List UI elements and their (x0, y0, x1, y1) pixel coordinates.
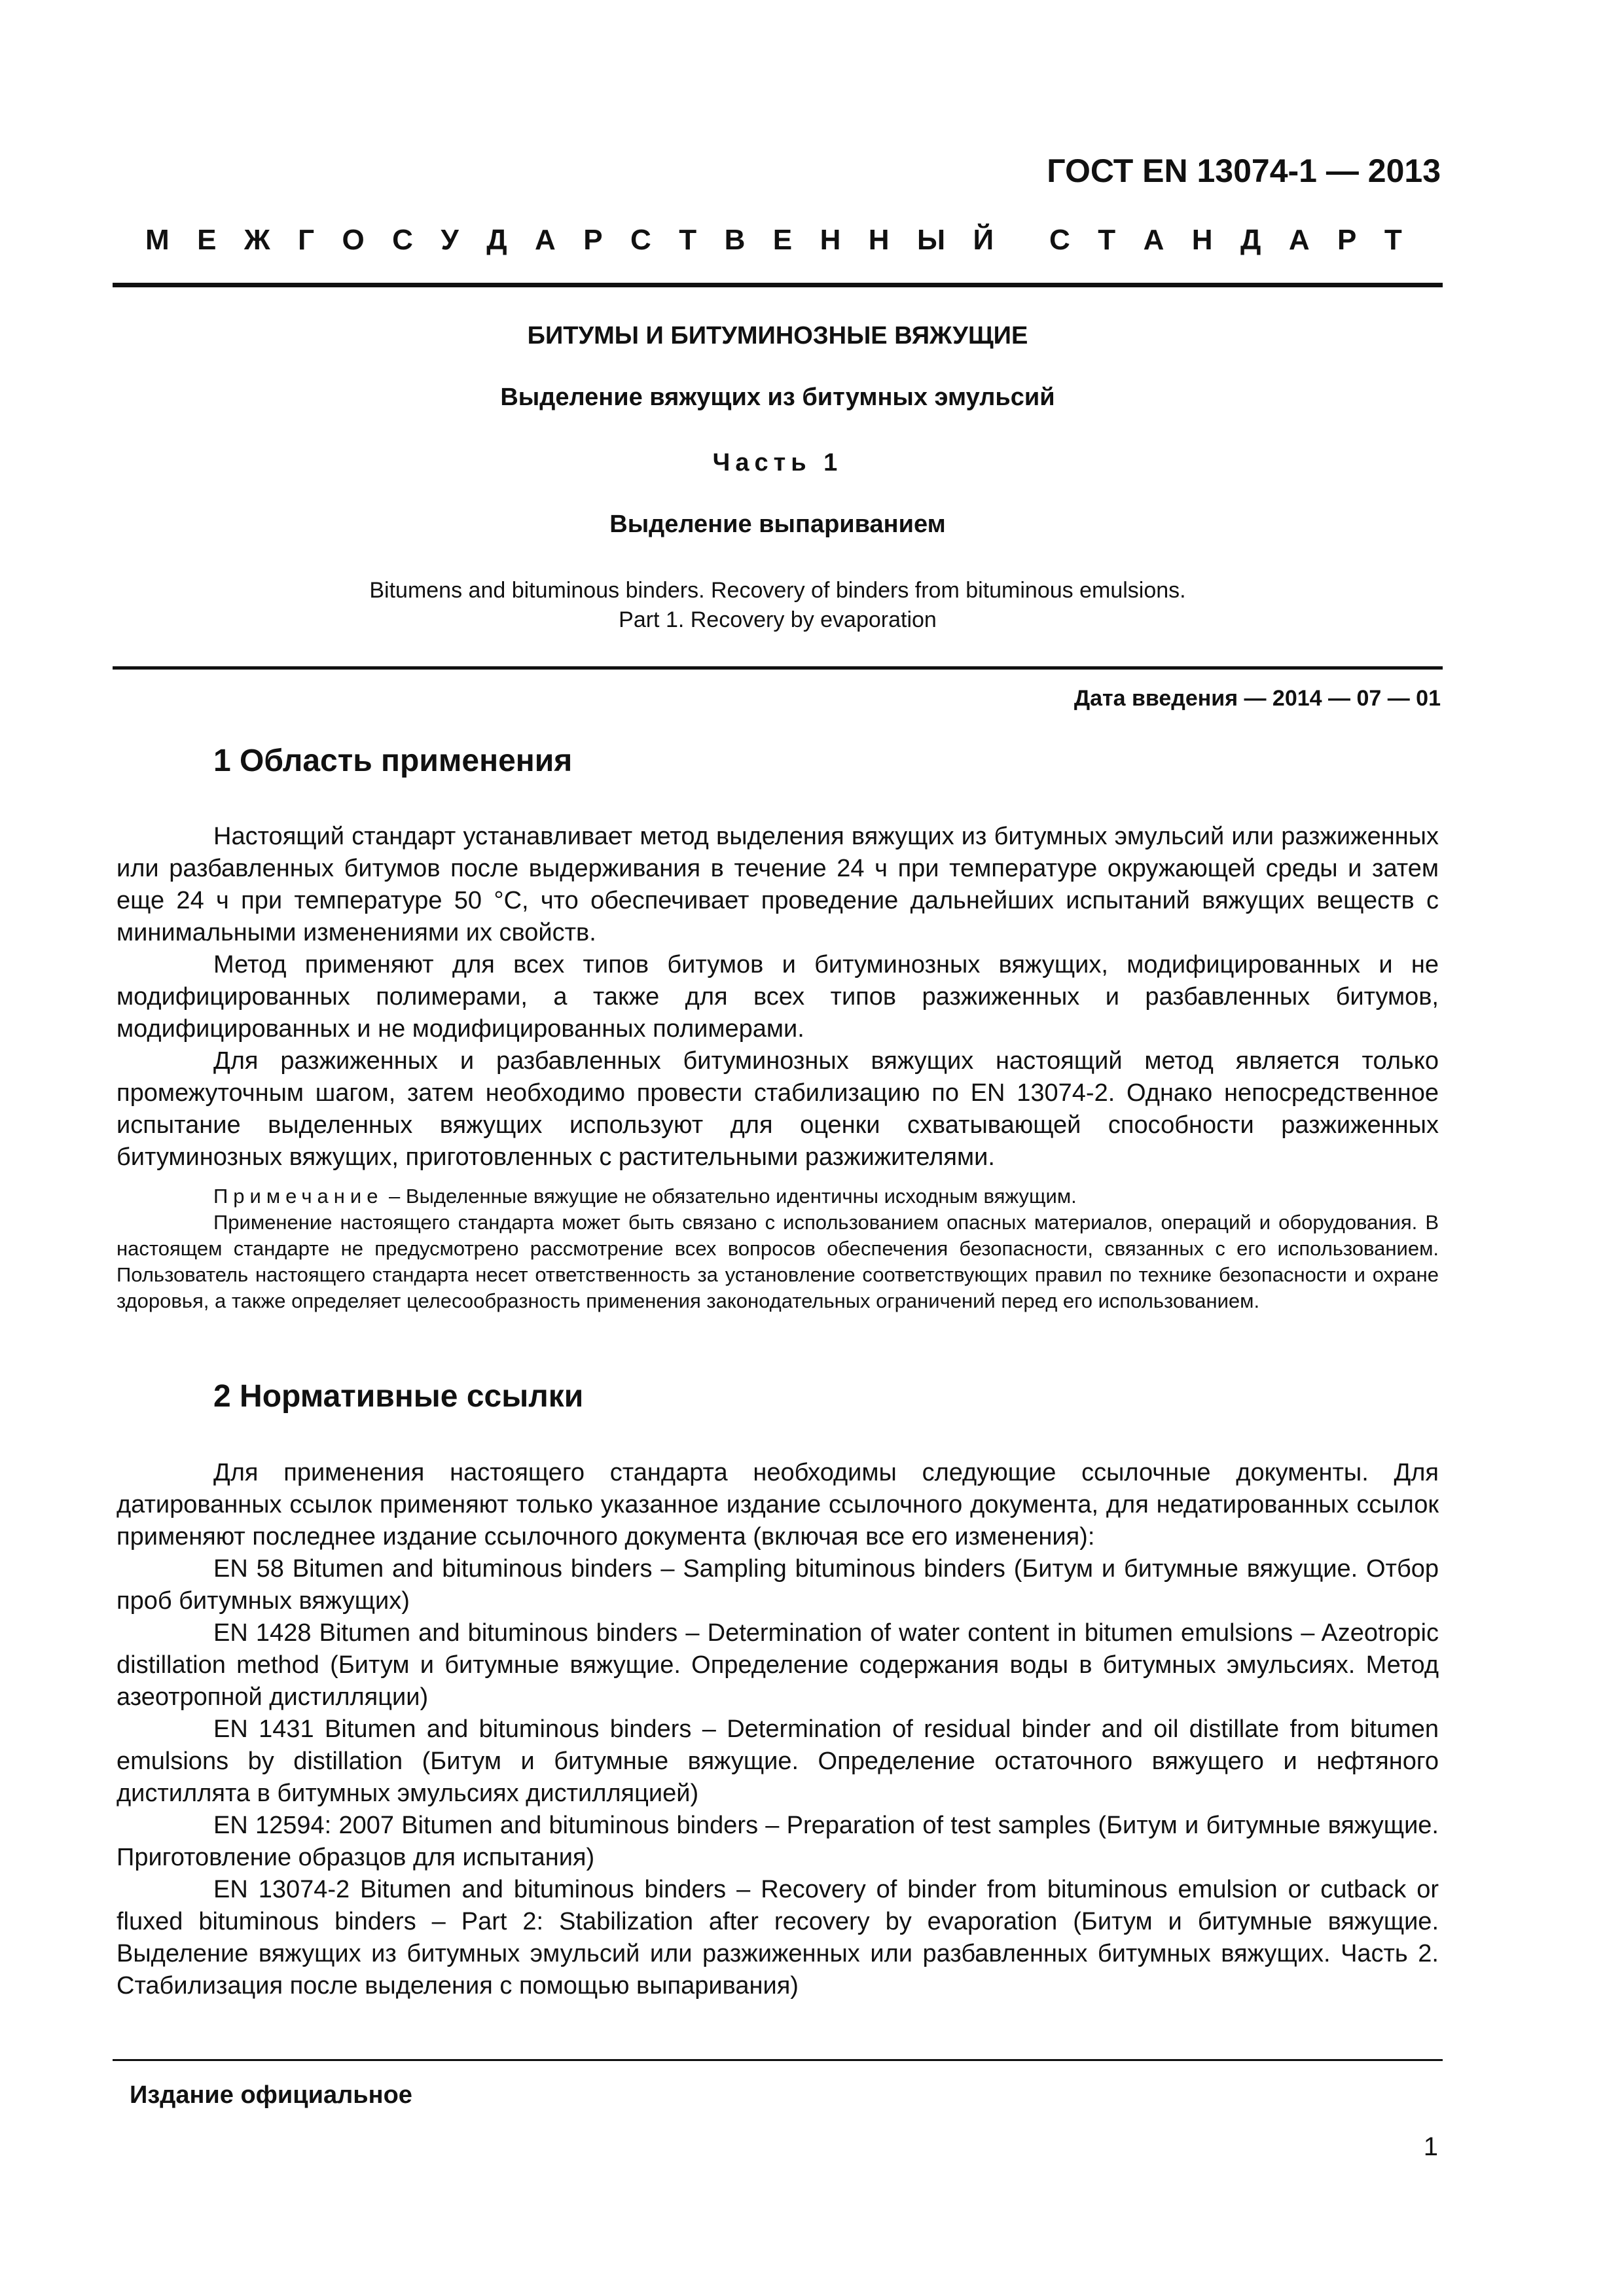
document-subtitle: Выделение вяжущих из битумных эмульсий (500, 384, 1055, 411)
section-1-heading: 1 Область применения (213, 744, 573, 778)
document-title: БИТУМЫ И БИТУМИНОЗНЫЕ ВЯЖУЩИЕ (527, 322, 1028, 350)
paragraph: Метод применяют для всех типов битумов и битуминозных вяжущих, модифицированных и не модифицированных полимерами, а также для всех типов разжиженных и разбавленных битумов, модифицированных и не модифицированных полимерами. (117, 951, 1439, 1043)
reference-item: EN 1431 Bitumen and bituminous binders – Determination of residual binder and oil distillate from bitumen emulsions by distillation (Битум и битумные вяжущие. Определение остаточного вяжущего и нефтяного дистиллята в битумных эмульсиях дистилляцией) (117, 1715, 1439, 1807)
english-title-line-2: Part 1. Recovery by evaporation (619, 607, 937, 632)
note-label: Примечание (213, 1185, 384, 1208)
introduction-date: Дата введения — 2014 — 07 — 01 (1074, 686, 1441, 711)
english-title-line-1: Bitumens and bituminous binders. Recovery of binders from bituminous emulsions. (369, 578, 1186, 603)
section-2-heading: 2 Нормативные ссылки (213, 1379, 584, 1414)
english-title (113, 576, 1443, 635)
title-divider (113, 666, 1443, 670)
paragraph: Для применения настоящего стандарта необходимы следующие ссылочные документы. Для датированных ссылок применяют только указанное издание ссылочного документа, для недатированных ссылок применяют последнее издание ссылочного документа (включая все его изменения): (117, 1459, 1439, 1551)
official-edition-label: Издание официальное (130, 2081, 412, 2109)
document-number: ГОСТ EN 13074-1 — 2013 (1047, 152, 1441, 189)
header-divider (113, 283, 1443, 287)
reference-item: EN 12594: 2007 Bitumen and bituminous binders – Preparation of test samples (Битум и битумные вяжущие. Приготовление образцов для испытания) (117, 1812, 1439, 1871)
section-1-body (117, 821, 1439, 1174)
paragraph: Настоящий стандарт устанавливает метод выделения вяжущих из битумных эмульсий или разжиженных или разбавленных битумов после выдерживания в течение 24 ч при температуре окружающей среды и затем еще 24 ч при температуре 50 °С, что обеспечивает проведение дальнейших испытаний вяжущих веществ с минимальными изменениями их свойств. (117, 823, 1439, 946)
interstate-standard-label: М Е Ж Г О С У Д А Р С Т В Е Н Н Ы Й С Т А Н Д А Р Т (145, 224, 1402, 256)
footer-divider (113, 2059, 1443, 2061)
safety-note: Применение настоящего стандарта может быть связано с использованием опасных материалов, операций и оборудования. В настоящем стандарте не предусмотрено рассмотрение всех вопросов обеспечения безопасности, связанных с его использованием. Пользователь настоящего стандарта несет ответственность за установление соответствующих правил по технике безопасности и охране здоровья, а также определяет целесообразность применения законодательных ограничений перед его использованием. (117, 1211, 1439, 1312)
reference-item: EN 13074-2 Bitumen and bituminous binders – Recovery of binder from bituminous emulsion or cutback or fluxed bituminous binders – Part 2: Stabilization after recovery by evaporation (Битум и битумные вяжущие. Выделение вяжущих из битумных эмульсий или разжиженных или разбавленных битумных вяжущих. Часть 2. Стабилизация после выделения с помощью выпаривания) (117, 1876, 1439, 2000)
part-title: Выделение выпариванием (609, 511, 946, 538)
part-label: Часть 1 (712, 449, 843, 476)
page-number: 1 (1423, 2132, 1438, 2161)
section-2-body (117, 1457, 1439, 2002)
note (117, 1183, 1439, 1210)
paragraph: Для разжиженных и разбавленных битуминозных вяжущих настоящий метод является только промежуточным шагом, затем необходимо провести стабилизацию по EN 13074-2. Однако непосредственное испытание выделенных вяжущих используют для оценки схватывающей способности разжиженных битуминозных вяжущих, приготовленных с растительными разжижителями. (117, 1047, 1439, 1171)
section-1-notes (117, 1183, 1439, 1314)
note-text: – Выделенные вяжущие не обязательно идентичны исходным вяжущим. (383, 1185, 1077, 1208)
reference-item: EN 58 Bitumen and bituminous binders – Sampling bituminous binders (Битум и битумные вяжущие. Отбор проб битумных вяжущих) (117, 1555, 1439, 1615)
reference-item: EN 1428 Bitumen and bituminous binders – Determination of water content in bitumen emulsions – Azeotropic distillation method (Битум и битумные вяжущие. Определение содержания воды в битумных эмульсиях. Метод азеотропной дистилляции) (117, 1619, 1439, 1711)
